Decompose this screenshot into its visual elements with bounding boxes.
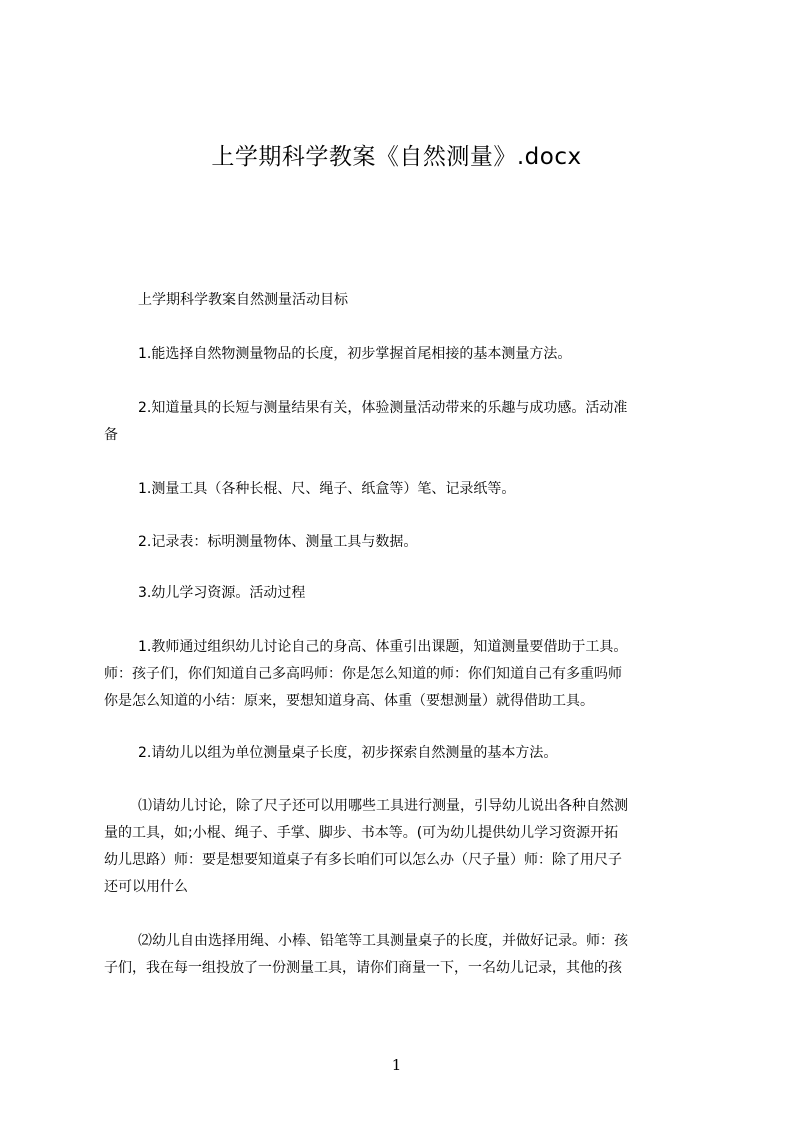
text-line: 上学期科学教案自然测量活动目标 — [138, 292, 348, 308]
prep-item-3 — [104, 580, 704, 607]
prep-item-1 — [104, 476, 704, 503]
text-line: 2.记录表：标明测量物体、测量工具与数据。 — [138, 534, 418, 550]
text-line: 1.测量工具（各种长棍、尺、绳子、纸盒等）笔、记录纸等。 — [138, 481, 516, 497]
text-line: 还可以用什么 — [104, 879, 188, 895]
text-line: 师：孩子们，你们知道自己多高吗师：你是怎么知道的师：你们知道自己有多重吗师 — [104, 666, 622, 682]
goal-item-2 — [104, 395, 704, 449]
text-line: 2.请幼儿以组为单位测量桌子长度，初步探索自然测量的基本方法。 — [138, 745, 558, 761]
text-line: 2.知道量具的长短与测量结果有关，体验测量活动带来的乐趣与成功感。活动准 — [138, 400, 628, 416]
page-number: 1 — [391, 1056, 402, 1074]
text-line: 1.教师通过组织幼儿讨论自己的身高、体重引出课题，知道测量要借助于工具。 — [138, 639, 628, 655]
process-subitem-2 — [104, 928, 704, 982]
heading-activity-goals — [104, 287, 704, 314]
text-line: 你是怎么知道的小结：原来，要想知道身高、体重（要想测量）就得借助工具。 — [104, 693, 594, 709]
process-item-1 — [104, 634, 704, 715]
document-title: 上学期科学教案《自然测量》.docx — [211, 144, 582, 170]
text-line: 备 — [104, 427, 118, 443]
goal-item-1 — [104, 341, 704, 368]
text-line: 3.幼儿学习资源。活动过程 — [138, 585, 306, 601]
process-subitem-1 — [104, 793, 704, 901]
prep-item-2 — [104, 529, 704, 556]
text-line: 量的工具，如;小棍、绳子、手掌、脚步、书本等。(可为幼儿提供幼儿学习资源开拓 — [104, 825, 619, 841]
text-line: 1.能选择自然物测量物品的长度，初步掌握首尾相接的基本测量方法。 — [138, 346, 572, 362]
text-line: ⑴请幼儿讨论，除了尺子还可以用哪些工具进行测量，引导幼儿说出各种自然测 — [138, 798, 628, 814]
text-line: ⑵幼儿自由选择用绳、小棒、铅笔等工具测量桌子的长度，并做好记录。师：孩 — [138, 933, 628, 949]
process-item-2 — [104, 740, 704, 767]
text-line: 子们，我在每一组投放了一份测量工具，请你们商量一下，一名幼儿记录，其他的孩 — [104, 960, 622, 976]
text-line: 幼儿思路）师：要是想要知道桌子有多长咱们可以怎么办（尺子量）师：除了用尺子 — [104, 852, 622, 868]
